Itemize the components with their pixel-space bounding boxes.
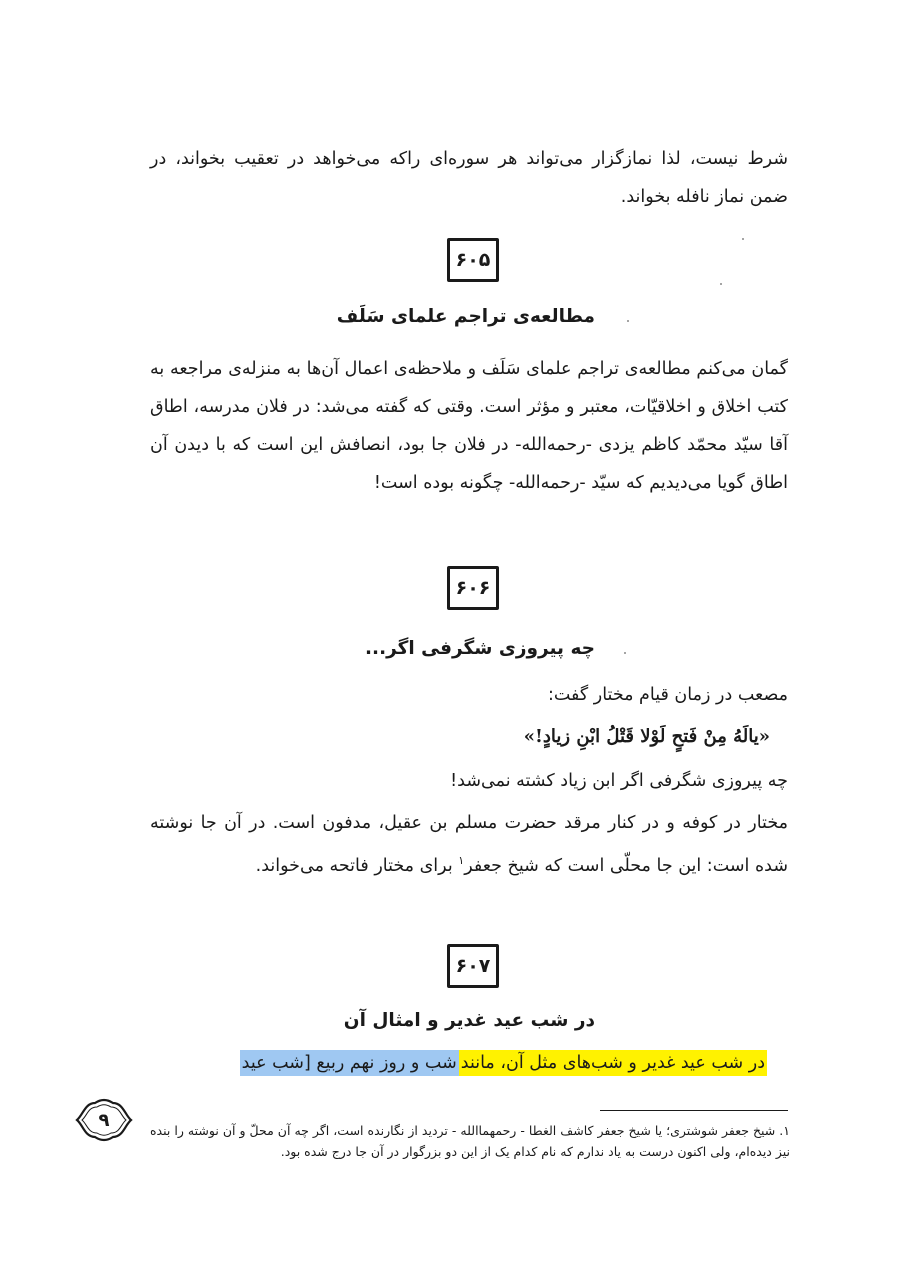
footnote-text: ۱. شیخ جعفر شوشتری؛ یا شیخ جعفر کاشف الغطا - رحمهماالله - تردید از نگارنده است، اگر چه آن محلّ و آن نوشته را بنده نیز دیده‌ام، ولی اکنون درست به یاد ندارم که نام کدام یک از این دو بزرگوار در آن جا درج شده بود. <box>150 1123 790 1159</box>
scan-speck <box>720 283 722 285</box>
highlight-blue-text[interactable]: شب و روز نهم ربیع [شب عید <box>240 1050 459 1076</box>
footnote-reference[interactable]: ۱ <box>458 854 465 867</box>
quote-translation: چه پیروزی شگرفی اگر ابن زیاد کشته نمی‌شد! <box>450 771 788 791</box>
section-body-606-end: برای مختار فاتحه می‌خواند. <box>255 855 459 876</box>
section-number-607: ۶۰۷ <box>447 944 499 988</box>
section-number-605: ۶۰۵ <box>447 238 499 282</box>
section-title-605: مطالعه‌ی تراجم علمای سَلَف <box>336 306 595 327</box>
page-number: ۹ <box>98 1109 110 1131</box>
scan-speck <box>624 652 626 654</box>
scan-speck <box>742 238 744 240</box>
section-body-605: گمان می‌کنم مطالعه‌ی تراجم علمای سَلَف و ملاحظه‌ی اعمال آن‌ها به منزله‌ی مراجعه به کتب اخلاق و اخلاقیّات، معتبر و مؤثر است. وقتی که گفته می‌شد: در فلان مدرسه، اطاق آقا سیّد محمّد کاظم یزدی -رحمه‌الله- در فلان جا بود، انصافش این است که با دیدن آن اطاق گویا می‌دیدیم که سیّد -رحمه‌الله- چگونه بوده است! <box>150 359 788 493</box>
footnote-divider <box>600 1110 788 1111</box>
section-body-606 <box>150 804 788 885</box>
section-title-606: چه پیروزی شگرفی اگر... <box>365 638 595 659</box>
highlight-yellow-text[interactable]: در شب عید غدیر و شب‌های مثل آن، مانند <box>459 1050 767 1076</box>
section-number-606: ۶۰۶ <box>447 566 499 610</box>
section-intro-606: مصعب در زمان قیام مختار گفت: <box>547 685 788 705</box>
scan-speck <box>627 320 629 322</box>
highlighted-line[interactable] <box>155 1044 767 1082</box>
intro-paragraph: شرط نیست، لذا نمازگزار می‌تواند هر سوره‌ای راکه می‌خواهد در تعقیب بخواند، در ضمن نماز نافله بخواند. <box>150 149 788 207</box>
arabic-quote: «یالَهُ مِنْ فَتحٍ لَوْلا قَتْلُ ابْنِ زیادٍ!» <box>523 726 770 747</box>
section-body-606-text: مختار در کوفه و در کنار مرقد حضرت مسلم بن عقیل، مدفون است. در آن جا نوشته شده است: این جا محلّی است که شیخ جعفر <box>150 813 788 876</box>
section-title-607: در شب عید غدیر و امثال آن <box>343 1010 595 1031</box>
